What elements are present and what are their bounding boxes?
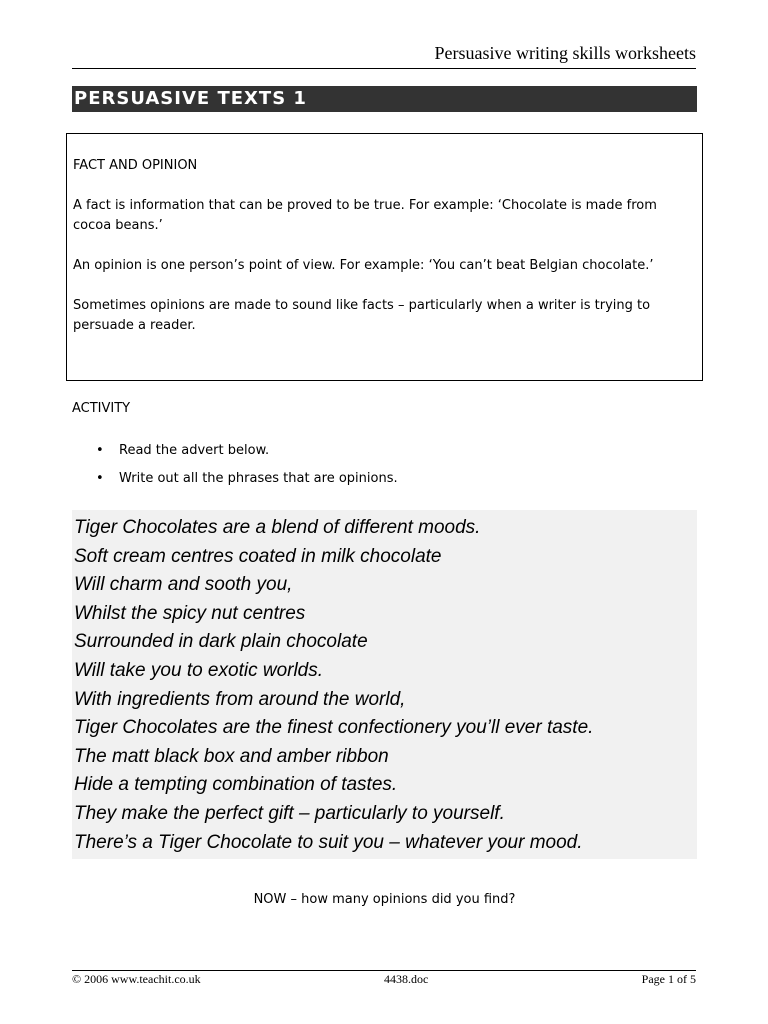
- footer-copyright: © 2006 www.teachit.co.uk: [72, 972, 201, 986]
- advert-line: Tiger Chocolates are a blend of different moods.: [74, 517, 481, 538]
- advert-text: [72, 510, 697, 859]
- section-title: PERSUASIVE TEXTS 1: [72, 86, 697, 112]
- advert-line: With ingredients from around the world,: [74, 688, 406, 710]
- advert-line: Whilst the spicy nut centres: [74, 602, 306, 624]
- list-item-text: Write out all the phrases that are opinions.: [119, 471, 398, 486]
- advert-line: Hide a tempting combination of tastes.: [74, 774, 398, 796]
- list-item: [72, 440, 398, 468]
- activity-label: ACTIVITY: [72, 401, 131, 416]
- footer-rule: [72, 970, 696, 971]
- closing-question: NOW – how many opinions did you find?: [253, 892, 516, 907]
- advert-line: Soft cream centres coated in milk chocolate: [74, 545, 442, 567]
- header-rule: [72, 68, 696, 69]
- bullet-icon: •: [96, 471, 104, 486]
- list-item: [72, 468, 398, 496]
- list-item-text: Read the advert below.: [119, 443, 270, 458]
- activity-list: [72, 440, 398, 496]
- advert-line: Surrounded in dark plain chocolate: [74, 631, 368, 653]
- advert-line: Tiger Chocolates are the finest confectionery you’ll ever taste.: [74, 717, 594, 739]
- footer-doc-name: 4438.doc: [384, 972, 429, 986]
- header-title: Persuasive writing skills worksheets: [434, 43, 696, 63]
- advert-line: They make the perfect gift – particularly to yourself.: [74, 802, 505, 824]
- persuasion-note: Sometimes opinions are made to sound like facts – particularly when a writer is trying to persuade a reader.: [73, 298, 651, 333]
- advert-line: Will take you to exotic worlds.: [74, 659, 324, 681]
- fact-opinion-box: [66, 133, 703, 381]
- advert-line: Will charm and sooth you,: [74, 574, 293, 596]
- advert-line: The matt black box and amber ribbon: [74, 745, 389, 767]
- bullet-icon: •: [96, 443, 104, 458]
- opinion-definition: An opinion is one person’s point of view. For example: ‘You can’t beat Belgian chocolate.’: [73, 258, 654, 273]
- fact-definition: A fact is information that can be proved to be true. For example: ‘Chocolate is made from cocoa beans.’: [73, 198, 657, 233]
- box-heading: FACT AND OPINION: [73, 158, 198, 173]
- advert-line: There’s a Tiger Chocolate to suit you – whatever your mood.: [74, 831, 583, 853]
- footer-page-number: Page 1 of 5: [641, 972, 696, 986]
